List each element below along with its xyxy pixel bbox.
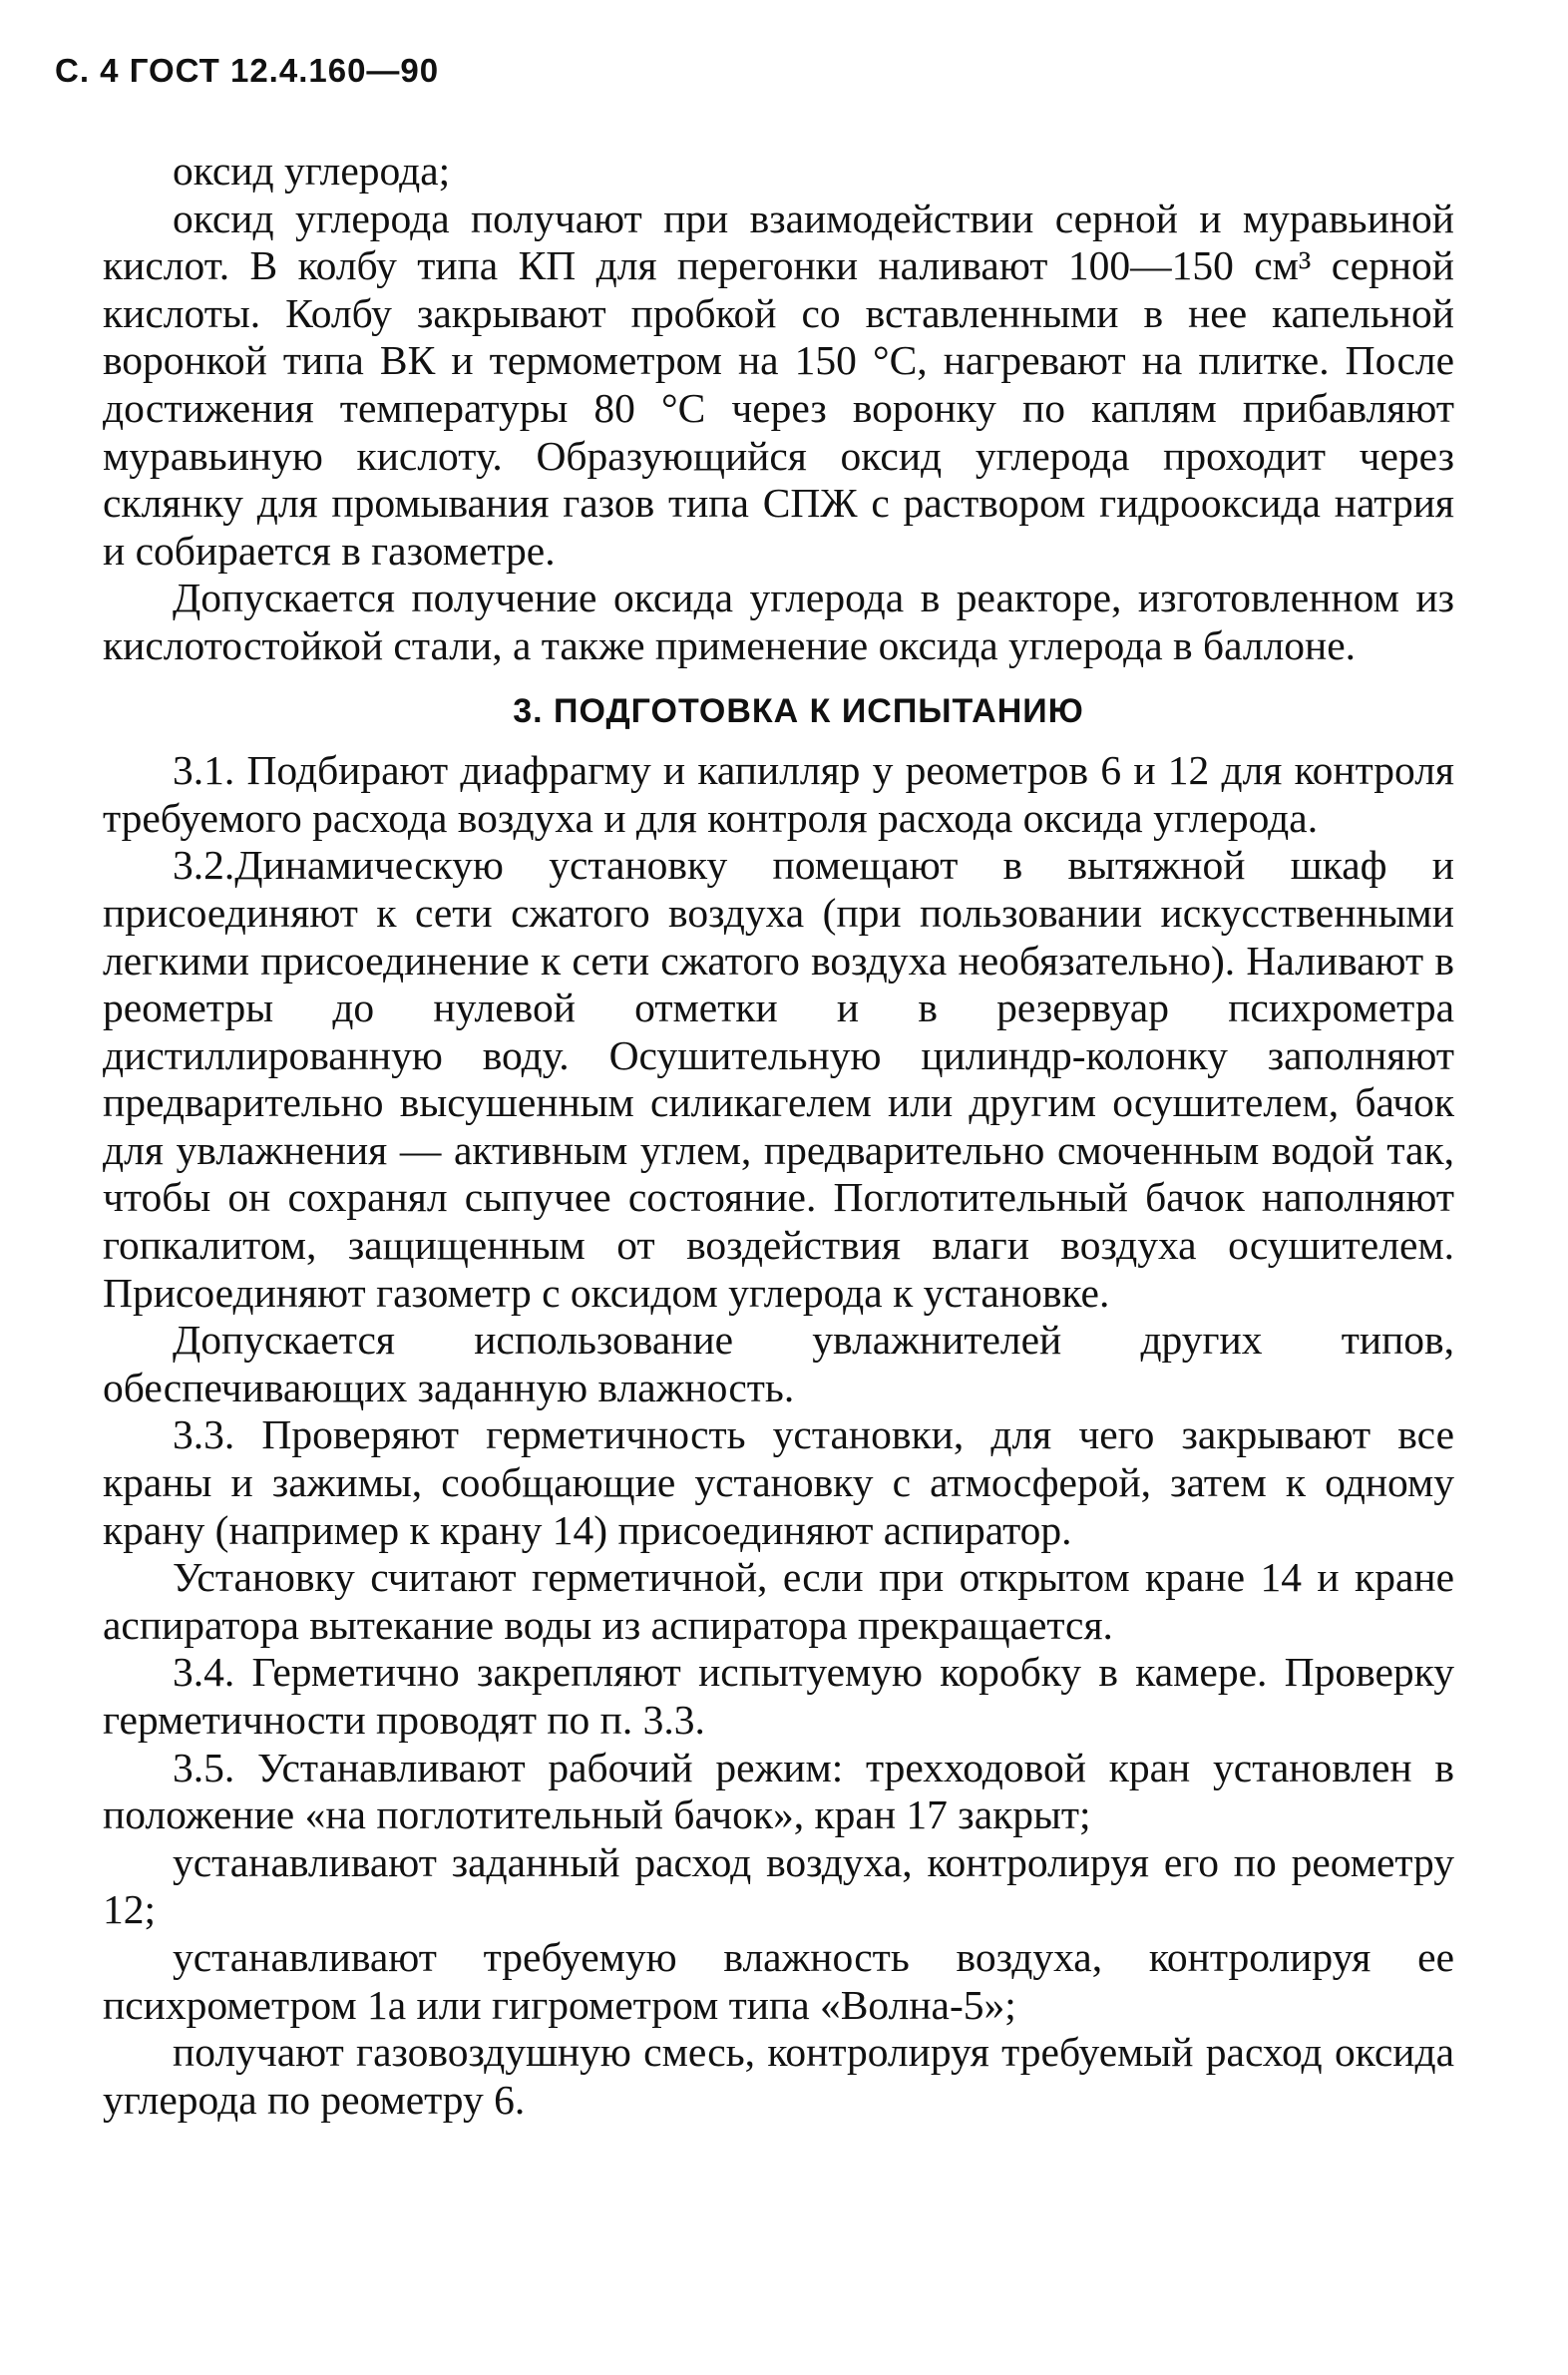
section-heading: 3. ПОДГОТОВКА К ИСПЫТАНИЮ <box>513 691 1084 730</box>
paragraph: Установку считают герметичной, если при открытом кране 14 и кране аспиратора вытекание воды из аспиратора прекращается. <box>103 1554 1454 1648</box>
paragraph: 3.3. Проверяют герметичность установки, для чего закрывают все краны и зажимы, сообщающие установку с атмосферой, затем к одному крану (например к крану 14) присоединяют аспиратор. <box>103 1411 1454 1553</box>
paragraph: 3.4. Герметично закрепляют испытуемую коробку в камере. Проверку герметичности проводят по п. 3.3. <box>103 1649 1454 1743</box>
document-body <box>103 148 1454 2124</box>
paragraph: получают газовоздушную смесь, контролируя требуемый расход оксида углерода по реометру 6. <box>103 2029 1454 2123</box>
paragraph: 3.2.Динамическую установку помещают в вытяжной шкаф и присоединяют к сети сжатого воздуха (при пользовании искусственными легкими присоединение к сети сжатого воздуха необязательно). Наливают в реометры до нулевой отметки и в резервуар психрометра дистиллированную воду. Осушительную цилиндр-колонку заполняют предварительно высушенным силикагелем или другим осушителем, бачок для увлажнения — активным углем, предварительно смоченным водой так, чтобы он сохранял сыпучее состояние. Поглотительный бачок наполняют гопкалитом, защищенным от воздействия влаги воздуха осушителем. Присоединяют газометр с оксидом углерода к установке. <box>103 842 1454 1316</box>
paragraph: 3.5. Устанавливают рабочий режим: трехходовой кран установлен в положение «на поглотительный бачок», кран 17 закрыт; <box>103 1744 1454 1838</box>
paragraph: Допускается получение оксида углерода в реакторе, изготовленном из кислотостойкой стали, а также применение оксида углерода в баллоне. <box>103 575 1454 668</box>
paragraph: Допускается использование увлажнителей других типов, обеспечивающих заданную влажность. <box>103 1317 1454 1410</box>
paragraph: устанавливают заданный расход воздуха, контролируя его по реометру 12; <box>103 1838 1454 1933</box>
paragraph: 3.1. Подбирают диафрагму и капилляр у реометров 6 и 12 для контроля требуемого расхода воздуха и для контроля расхода оксида углерода. <box>103 747 1454 841</box>
page-header: С. 4 ГОСТ 12.4.160—90 <box>55 52 440 89</box>
paragraph: оксид углерода; <box>173 148 451 194</box>
paragraph: оксид углерода получают при взаимодействии серной и муравьиной кислот. В колбу типа КП для перегонки наливают 100—150 см³ серной кислоты. Колбу закрывают пробкой со вставленными в нее капельной воронкой типа ВК и термометром на 150 °С, нагревают на плитке. После достижения температуры 80 °С через воронку по каплям прибавляют муравьиную кислоту. Образующийся оксид углерода проходит через склянку для промывания газов типа СПЖ с раствором гидрооксида натрия и собирается в газометре. <box>103 195 1454 574</box>
paragraph: устанавливают требуемую влажность воздуха, контролируя ее психрометром 1а или гигрометром типа «Волна-5»; <box>103 1933 1454 2028</box>
